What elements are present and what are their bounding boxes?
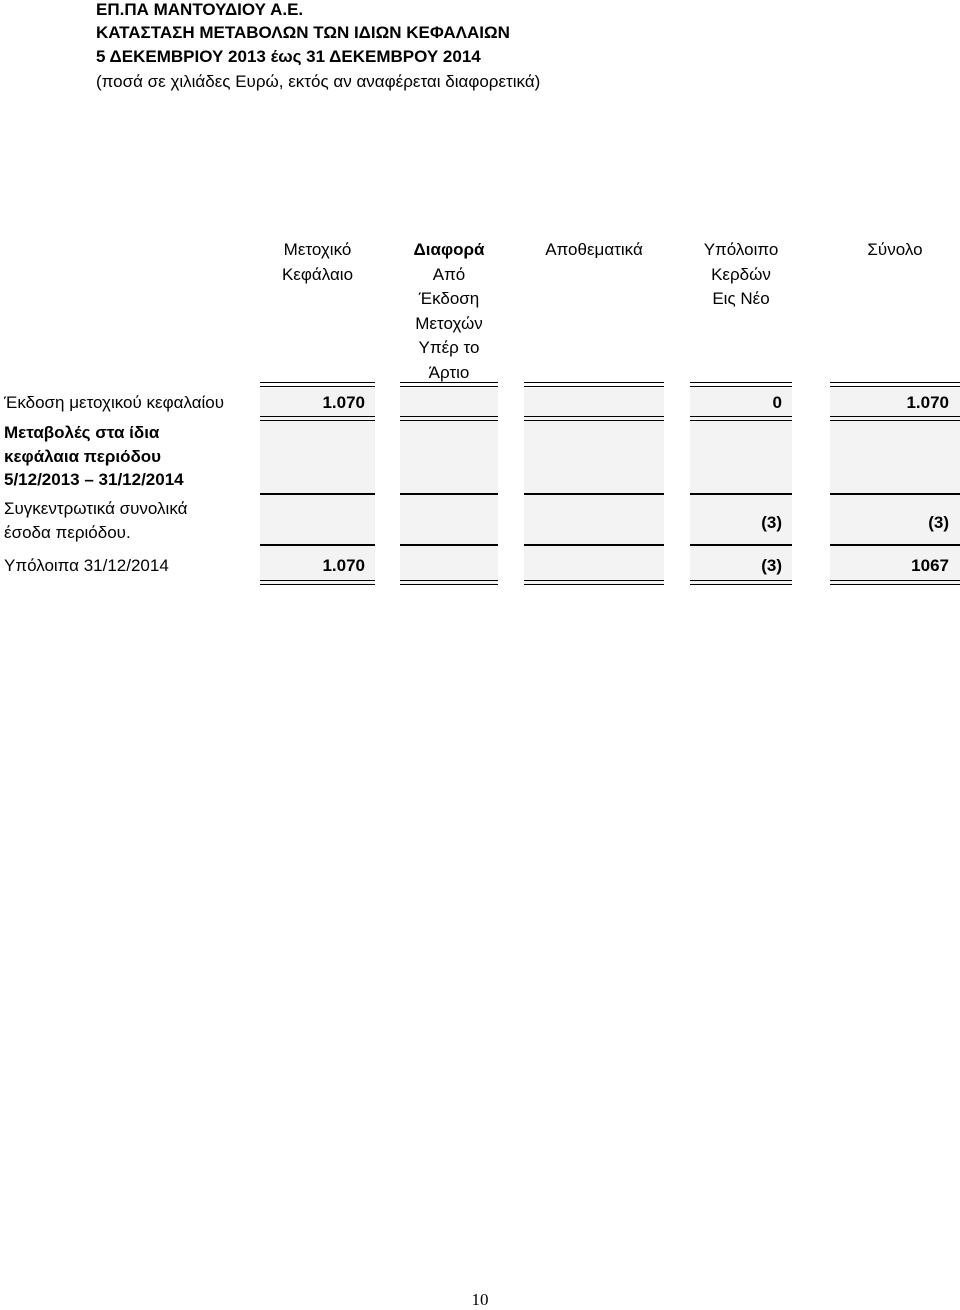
balances-rule-retained	[690, 580, 792, 585]
balances-rule-share-capital	[260, 580, 375, 585]
issue-rule-reserves	[524, 416, 664, 421]
changes-heading: Μεταβολές στα ίδια κεφάλαια περιόδου 5/12/2013 – 31/12/2014	[4, 423, 184, 489]
row-label-comprehensive-income: Συγκεντρωτικά συνολικά έσοδα περιόδου.	[4, 499, 188, 542]
balances-rule-share-premium	[400, 580, 498, 585]
statement-period: 5 ΔΕΚΕΜΒΡΙΟΥ 2013 έως 31 ΔΕΚΕΜΒΡΟΥ 2014	[96, 47, 481, 66]
share-issue-retained-value: 0	[772, 393, 782, 412]
share-issue-total-value: 1.070	[906, 393, 949, 412]
column-header-retained-earnings: Υπόλοιπο Κερδών Εις Νέο	[703, 240, 779, 308]
share-issue-share-capital-value: 1.070	[322, 393, 365, 412]
balances-rule-reserves	[524, 580, 664, 585]
changes-rule-reserves	[524, 493, 664, 495]
amounts-note: (ποσά σε χιλιάδες Ευρώ, εκτός αν αναφέρεται διαφορετικά)	[96, 72, 541, 91]
header-rule-share-capital	[260, 382, 375, 387]
issue-rule-total	[830, 416, 960, 421]
changes-rule-share-capital	[260, 493, 375, 495]
row-label-balances: Υπόλοιπα 31/12/2014	[4, 556, 169, 575]
column-header-total: Σύνολο	[867, 240, 923, 259]
header-rule-reserves	[524, 382, 664, 387]
changes-rule-retained	[690, 493, 792, 495]
income-rule-share-premium	[400, 544, 498, 546]
page-number: 10	[471, 1290, 489, 1309]
issue-rule-retained	[690, 416, 792, 421]
row-label-share-issue: Έκδοση μετοχικού κεφαλαίου	[4, 393, 225, 412]
income-rule-reserves	[524, 544, 664, 546]
issue-rule-share-capital	[260, 416, 375, 421]
income-retained-value: (3)	[761, 513, 782, 532]
column-header-share-premium: Διαφορά Από Έκδοση Μετοχών Υπέρ το Άρτιο	[413, 240, 485, 382]
column-header-share-capital: Μετοχικό Κεφάλαιο	[281, 240, 354, 284]
header-rule-total	[830, 382, 960, 387]
header-rule-retained	[690, 382, 792, 387]
balances-total-value: 1067	[911, 556, 949, 575]
balances-retained-value: (3)	[761, 556, 782, 575]
company-name: ΕΠ.ΠΑ ΜΑΝΤΟΥΔΙΟΥ Α.Ε.	[96, 0, 304, 19]
income-rule-share-capital	[260, 544, 375, 546]
column-header-reserves: Αποθεματικά	[545, 240, 643, 259]
statement-title: ΚΑΤΑΣΤΑΣΗ ΜΕΤΑΒΟΛΩΝ ΤΩΝ ΙΔΙΩΝ ΚΕΦΑΛΑΙΩΝ	[96, 23, 510, 42]
balances-share-capital-value: 1.070	[322, 556, 365, 575]
income-total-value: (3)	[928, 513, 949, 532]
income-rule-retained	[690, 544, 792, 546]
issue-rule-share-premium	[400, 416, 498, 421]
changes-rule-total	[830, 493, 960, 495]
balances-rule-total	[830, 580, 960, 585]
changes-rule-share-premium	[400, 493, 498, 495]
header-rule-share-premium	[400, 382, 498, 387]
income-rule-total	[830, 544, 960, 546]
